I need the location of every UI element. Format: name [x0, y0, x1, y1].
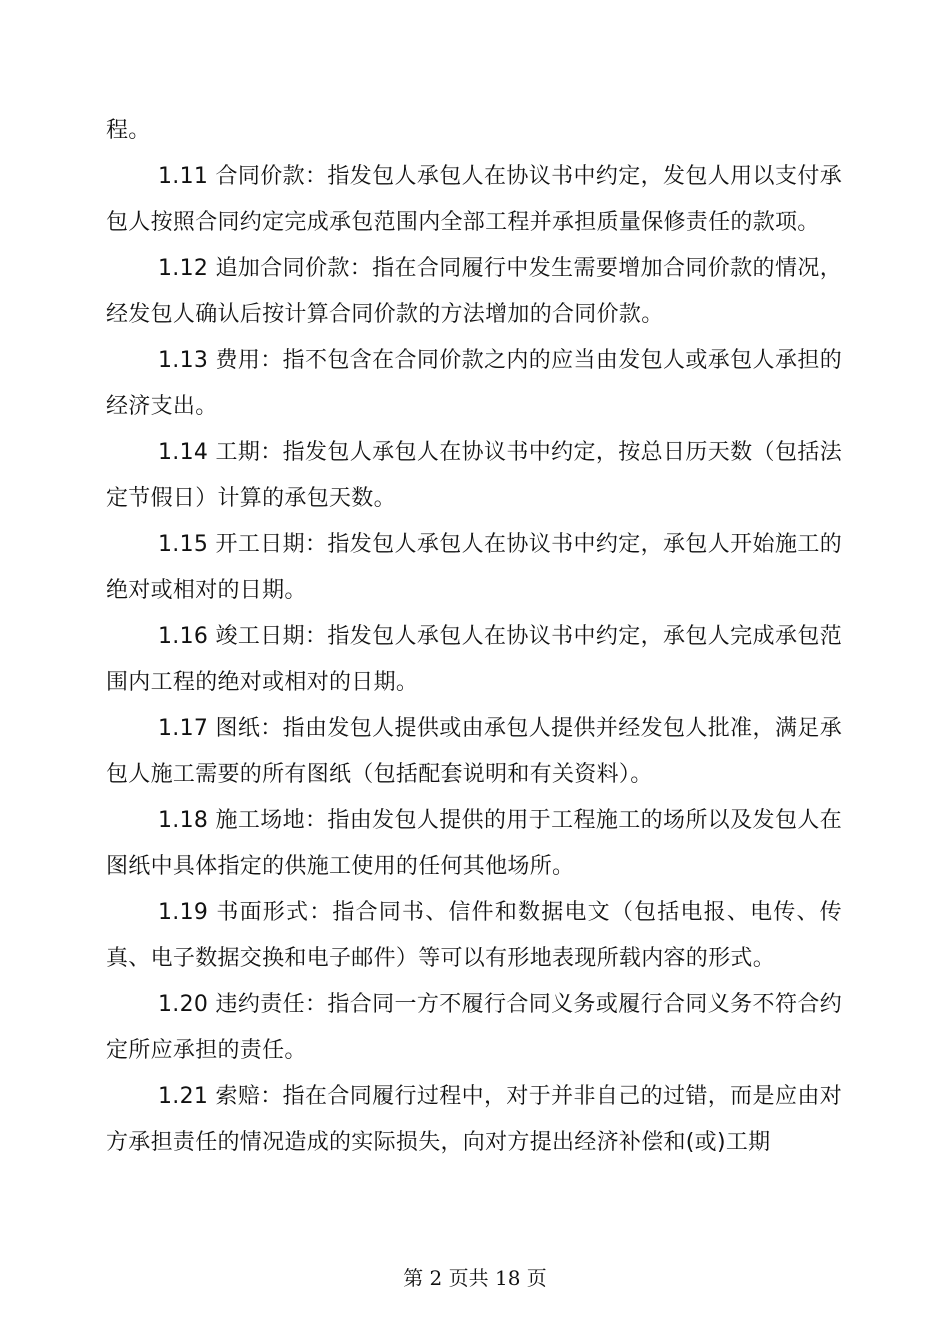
clause-1-11: 1.11 合同价款：指发包人承包人在协议书中约定，发包人用以支付承包人按照合同约定完成承包范围内全部工程并承担质量保修责任的款项。	[106, 164, 842, 235]
clause-1-18: 1.18 施工场地：指由发包人提供的用于工程施工的场所以及发包人在图纸中具体指定的供施工使用的任何其他场所。	[106, 808, 842, 879]
document-body	[106, 108, 842, 1166]
clause-1-21: 1.21 索赔：指在合同履行过程中，对于并非自己的过错，而是应由对方承担责任的情况造成的实际损失，向对方提出经济补偿和(或)工期	[106, 1084, 842, 1155]
clause-1-15: 1.15 开工日期：指发包人承包人在协议书中约定，承包人开始施工的绝对或相对的日期。	[106, 532, 842, 603]
clause-1-14: 1.14 工期：指发包人承包人在协议书中约定，按总日历天数（包括法定节假日）计算的承包天数。	[106, 440, 842, 511]
continuation-text: 程。	[106, 118, 151, 143]
clause-1-13: 1.13 费用：指不包含在合同价款之内的应当由发包人或承包人承担的经济支出。	[106, 348, 842, 419]
clause-1-20: 1.20 违约责任：指合同一方不履行合同义务或履行合同义务不符合约定所应承担的责任。	[106, 992, 842, 1063]
clause-1-16: 1.16 竣工日期：指发包人承包人在协议书中约定，承包人完成承包范围内工程的绝对或相对的日期。	[106, 624, 842, 695]
page-number-footer: 第 2 页共 18 页	[403, 1266, 547, 1290]
clause-1-19: 1.19 书面形式：指合同书、信件和数据电文（包括电报、电传、传真、电子数据交换和电子邮件）等可以有形地表现所载内容的形式。	[106, 900, 842, 971]
clause-1-17: 1.17 图纸：指由发包人提供或由承包人提供并经发包人批准，满足承包人施工需要的所有图纸（包括配套说明和有关资料）。	[106, 716, 842, 787]
clause-1-12: 1.12 追加合同价款：指在合同履行中发生需要增加合同价款的情况，经发包人确认后按计算合同价款的方法增加的合同价款。	[106, 256, 842, 327]
